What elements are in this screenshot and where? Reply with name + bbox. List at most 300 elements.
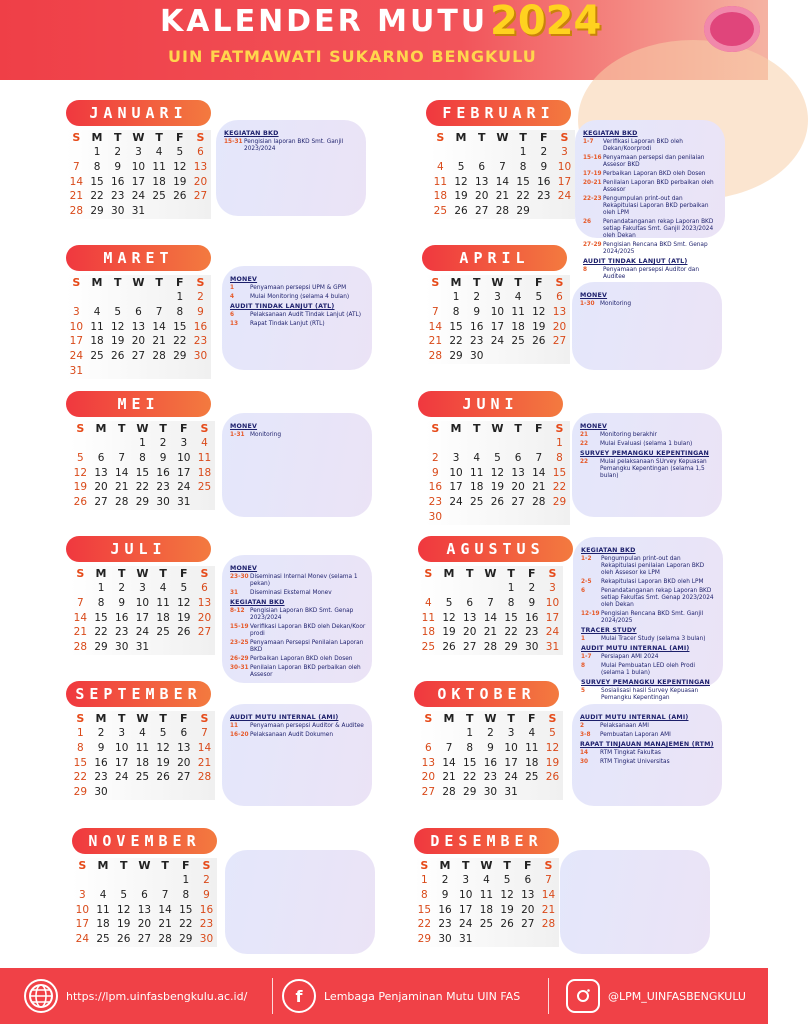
day-cell: 19 — [173, 175, 187, 188]
weekday-label: T — [503, 859, 511, 872]
event-text: Mulai Tracer Study (selama 3 bulan) — [601, 636, 706, 642]
day-cell: 31 — [459, 933, 473, 946]
day-cell: 15 — [179, 903, 193, 916]
event-date: 30-31 — [230, 665, 249, 671]
weekday-label: F — [528, 567, 536, 580]
month-title: MARET — [66, 245, 211, 271]
day-cell: 13 — [94, 466, 108, 479]
day-cell: 5 — [503, 874, 511, 886]
day-cell: 26 — [117, 933, 131, 946]
day-cell: 9 — [473, 305, 481, 318]
day-cell: 12 — [111, 320, 125, 333]
day-cell: 3 — [452, 451, 460, 464]
day-cell: 14 — [495, 175, 510, 188]
weekday-label: F — [528, 712, 536, 725]
weekday-label: F — [180, 567, 188, 580]
section-heading: KEGIATAN BKD — [224, 130, 279, 137]
day-cell: 1 — [93, 146, 101, 158]
day-cell: 8 — [556, 451, 563, 464]
day-cell: 23 — [537, 190, 551, 203]
week-row — [66, 175, 211, 190]
weekday-label: F — [180, 712, 188, 725]
day-cell: 7 — [73, 160, 80, 173]
day-cell — [153, 640, 174, 655]
month-title: JANUARI — [66, 100, 211, 126]
event-date: 15-31 — [224, 139, 243, 145]
weekday-label: T — [477, 131, 486, 144]
day-cell: 15 — [516, 175, 530, 188]
day-cell: 29 — [90, 205, 104, 218]
day-cell — [497, 932, 518, 947]
day-cell: 21 — [158, 918, 172, 931]
weekday-label: S — [544, 859, 553, 872]
event-item — [230, 321, 366, 328]
day-cell — [480, 581, 501, 596]
weekday-label: F — [180, 422, 188, 435]
day-cell — [93, 873, 114, 888]
weekday-label: S — [431, 276, 440, 289]
day-cell: 2 — [97, 727, 105, 739]
week-row — [70, 596, 215, 611]
event-panel — [572, 413, 722, 517]
day-cell: 10 — [459, 888, 473, 901]
day-cell: 6 — [425, 741, 432, 754]
week-row — [72, 888, 217, 903]
day-cell: 5 — [77, 451, 84, 464]
day-cell: 22 — [449, 335, 463, 348]
day-cell: 2 — [203, 874, 210, 886]
day-cell: 22 — [135, 481, 150, 494]
day-cell — [66, 145, 87, 160]
weekday-label: T — [161, 859, 169, 872]
day-cell: 18 — [525, 756, 539, 769]
event-text: Pembuatan Laporan AMI — [600, 732, 671, 738]
day-cell: 7 — [201, 727, 208, 739]
day-cell: 29 — [552, 496, 567, 509]
day-cell: 4 — [201, 437, 208, 449]
day-cell: 5 — [494, 451, 501, 464]
day-cell: 2 — [159, 437, 167, 449]
weekday-label: M — [439, 859, 451, 872]
event-panel — [225, 850, 375, 954]
day-cell: 21 — [428, 335, 443, 348]
day-cell: 27 — [552, 335, 567, 348]
day-cell: 18 — [421, 626, 436, 639]
event-date: 22 — [580, 459, 589, 465]
day-cell: 27 — [463, 641, 477, 654]
day-cell — [538, 932, 559, 947]
instagram-handle[interactable]: @LPM_UINFASBENGKULU — [608, 989, 746, 1003]
weekday-label: T — [507, 567, 515, 580]
instagram-icon — [566, 979, 600, 1013]
day-cell: 18 — [197, 466, 212, 479]
day-cell: 11 — [197, 451, 212, 464]
calendar-grid — [70, 566, 215, 655]
event-item — [230, 294, 366, 301]
day-cell: 6 — [201, 582, 208, 594]
day-cell: 18 — [156, 611, 170, 624]
day-cell: 8 — [176, 305, 184, 318]
week-row — [70, 625, 215, 640]
day-cell: 13 — [475, 175, 489, 188]
event-item — [580, 759, 716, 766]
event-date: 1-7 — [581, 654, 592, 660]
day-cell: 20 — [552, 320, 567, 333]
event-date: 1 — [581, 636, 586, 642]
day-cell: 11 — [90, 320, 104, 333]
week-row — [70, 480, 215, 495]
weekday-label: W — [484, 712, 497, 725]
day-cell — [451, 145, 472, 160]
weekday-label: S — [200, 712, 209, 725]
day-cell: 6 — [197, 146, 204, 158]
event-text: RTM Tingkat Fakultas — [600, 750, 661, 756]
event-text: Pengisian Laporan BKD Smt. Genap 2023/2024 — [250, 608, 354, 621]
event-date: 1-30 — [580, 301, 595, 307]
event-text: Penyamaan Persepsi Penilaian Laporan BKD — [250, 640, 364, 653]
day-cell: 4 — [139, 727, 146, 739]
event-item — [580, 723, 716, 730]
weekday-label: S — [196, 131, 205, 144]
day-cell: 4 — [514, 291, 522, 303]
month-title: FEBRUARI — [426, 100, 571, 126]
day-cell: 8 — [77, 741, 84, 754]
day-cell — [194, 495, 215, 510]
weekday-label: S — [548, 567, 557, 580]
day-cell: 29 — [449, 350, 463, 363]
day-cell: 27 — [137, 933, 152, 946]
day-cell: 13 — [521, 888, 535, 901]
event-text: Penyamaan persepsi Auditor & Auditee — [250, 723, 364, 729]
day-cell: 1 — [182, 874, 190, 886]
weekday-label: T — [113, 276, 122, 289]
day-cell: 28 — [483, 641, 498, 654]
week-row — [70, 581, 215, 596]
website-link[interactable]: https://lpm.uinfasbengkulu.ac.id/ — [66, 989, 248, 1003]
event-text: Penilaian Laporan BKD perbaikan oleh Assesor — [250, 665, 361, 678]
day-cell: 1 — [556, 437, 563, 449]
weekday-label: M — [450, 422, 462, 435]
day-cell: 31 — [504, 786, 518, 799]
day-cell: 11 — [433, 175, 448, 188]
day-cell: 15 — [417, 903, 432, 916]
day-cell: 12 — [173, 160, 187, 173]
day-cell — [70, 581, 91, 596]
weekday-label: S — [76, 422, 85, 435]
weekday-label: S — [555, 276, 564, 289]
day-cell: 10 — [177, 451, 191, 464]
day-cell: 3 — [73, 305, 80, 318]
day-cell: 10 — [135, 596, 150, 609]
day-cell: 7 — [487, 596, 494, 609]
day-cell — [132, 785, 153, 800]
day-cell: 9 — [441, 888, 449, 901]
day-cell: 10 — [115, 741, 129, 754]
week-row — [66, 204, 211, 219]
day-cell: 6 — [478, 160, 486, 173]
day-cell: 22 — [94, 626, 108, 639]
day-cell: 15 — [449, 320, 463, 333]
day-cell: 27 — [511, 496, 525, 509]
calendar-grid — [418, 711, 563, 800]
day-cell: 4 — [473, 451, 481, 464]
day-cell: 31 — [69, 364, 84, 377]
event-text: Penyamaan persepsi dan penilaian Assesor BKD — [603, 155, 705, 168]
day-cell: 23 — [115, 626, 129, 639]
event-date: 27-29 — [583, 242, 602, 248]
day-cell: 11 — [96, 903, 110, 916]
week-row — [66, 145, 211, 160]
day-cell: 30 — [199, 933, 214, 946]
day-cell: 10 — [69, 320, 84, 333]
day-cell: 25 — [96, 933, 110, 946]
event-panel — [573, 537, 723, 701]
day-cell: 15 — [463, 756, 477, 769]
day-cell — [425, 436, 446, 451]
day-cell: 24 — [545, 626, 560, 639]
weekday-label: T — [507, 712, 515, 725]
month-title: NOVEMBER — [72, 828, 217, 854]
day-cell: 19 — [454, 190, 468, 203]
day-cell: 16 — [525, 611, 539, 624]
footer-instagram[interactable] — [566, 968, 746, 1024]
day-cell: 20 — [177, 756, 191, 769]
event-date: 22-23 — [583, 196, 602, 202]
weekday-label: S — [200, 567, 209, 580]
day-cell: 7 — [535, 451, 543, 464]
day-cell — [169, 204, 190, 219]
day-cell: 16 — [438, 903, 452, 916]
section-heading: RAPAT TINJAUAN MANAJEMEN (RTM) — [580, 741, 714, 748]
day-cell: 24 — [504, 771, 518, 784]
event-panel — [222, 555, 372, 683]
day-cell — [430, 145, 451, 160]
day-cell: 27 — [193, 190, 208, 203]
day-cell — [149, 204, 170, 219]
day-cell: 6 — [97, 451, 105, 464]
day-cell: 21 — [152, 335, 166, 348]
day-cell: 8 — [182, 888, 190, 901]
facebook-link[interactable]: Lembaga Penjaminan Mutu UIN FAS — [324, 989, 521, 1003]
footer-website[interactable] — [24, 968, 247, 1024]
event-text: Mulai Pembuatan LED oleh Prodi (selama 1 bulan) — [601, 663, 695, 676]
day-cell: 17 — [135, 611, 150, 624]
weekday-label: T — [159, 712, 167, 725]
day-cell — [459, 581, 480, 596]
month-title: DESEMBER — [414, 828, 559, 854]
day-cell: 2 — [540, 146, 548, 158]
day-cell: 19 — [156, 756, 170, 769]
event-item — [230, 608, 366, 622]
week-row — [66, 334, 211, 349]
week-row — [418, 726, 563, 741]
event-item — [583, 139, 719, 153]
day-cell: 13 — [137, 903, 152, 916]
day-cell: 23 — [94, 771, 108, 784]
day-cell: 11 — [525, 741, 539, 754]
day-cell: 12 — [117, 903, 131, 916]
week-row — [70, 466, 215, 481]
day-cell: 17 — [69, 335, 84, 348]
day-cell: 20 — [463, 626, 477, 639]
weekday-label: F — [176, 131, 184, 144]
event-panel — [560, 850, 710, 954]
day-cell: 21 — [483, 626, 498, 639]
week-row — [425, 480, 570, 495]
day-cell: 30 — [94, 786, 108, 799]
section-heading: SURVEY PEMANGKU KEPENTINGAN — [580, 450, 709, 457]
day-cell: 7 — [155, 305, 163, 318]
week-row — [418, 611, 563, 626]
day-cell: 16 — [428, 481, 443, 494]
calendar-grid — [425, 275, 570, 364]
weekday-label: S — [424, 567, 433, 580]
day-cell: 31 — [135, 641, 150, 654]
month-title: JUNI — [418, 391, 563, 417]
day-cell — [113, 873, 134, 888]
day-cell: 16 — [470, 320, 484, 333]
day-cell: 29 — [73, 786, 88, 799]
weekday-label: S — [424, 712, 433, 725]
institution-subtitle: UIN FATMAWATI SUKARNO BENGKULU — [168, 47, 537, 66]
day-cell — [155, 873, 176, 888]
event-item — [580, 441, 716, 448]
event-text: Pelaksanaan Audit Tindak Lanjut (ATL) — [250, 312, 362, 318]
weekday-label: T — [465, 567, 474, 580]
week-row — [414, 917, 559, 932]
section-heading: MONEV — [230, 565, 258, 572]
day-cell: 6 — [180, 727, 188, 739]
week-row — [414, 873, 559, 888]
event-date: 20-21 — [583, 180, 602, 186]
event-date: 8 — [583, 267, 588, 273]
day-cell: 23 — [111, 190, 125, 203]
day-cell: 3 — [462, 874, 470, 886]
day-cell: 23 — [193, 335, 208, 348]
facebook-icon: f — [282, 979, 316, 1013]
day-cell: 20 — [521, 903, 535, 916]
week-row — [66, 290, 211, 305]
day-cell: 22 — [552, 481, 567, 494]
day-cell — [418, 581, 439, 596]
day-cell: 29 — [173, 350, 187, 363]
event-text: Mulai Evaluasi (selama 1 bulan) — [600, 441, 693, 447]
day-cell: 11 — [152, 160, 166, 173]
footer-facebook[interactable] — [282, 968, 520, 1024]
event-date: 3-8 — [580, 732, 591, 738]
day-cell: 26 — [156, 771, 170, 784]
weekday-label: T — [159, 567, 167, 580]
event-date: 17-19 — [583, 171, 602, 177]
weekday-header — [414, 858, 559, 873]
day-cell: 16 — [193, 320, 208, 333]
day-cell: 14 — [115, 466, 129, 479]
weekday-header — [418, 711, 563, 726]
day-cell: 7 — [118, 451, 126, 464]
day-cell: 10 — [131, 160, 146, 173]
day-cell: 6 — [135, 305, 142, 318]
flower-icon — [704, 6, 760, 52]
day-cell: 27 — [177, 771, 191, 784]
day-cell: 17 — [490, 320, 505, 333]
day-cell: 1 — [97, 582, 105, 594]
day-cell: 16 — [483, 756, 498, 769]
day-cell: 16 — [537, 175, 551, 188]
day-cell: 20 — [193, 175, 208, 188]
day-cell — [446, 436, 467, 451]
day-cell: 22 — [90, 190, 104, 203]
day-cell — [542, 785, 563, 800]
day-cell: 28 — [541, 918, 556, 931]
calendar-grid — [418, 566, 563, 655]
event-item — [583, 242, 719, 256]
day-cell — [508, 510, 529, 525]
day-cell: 26 — [173, 190, 187, 203]
day-cell — [471, 145, 492, 160]
day-cell: 12 — [156, 741, 170, 754]
weekday-label: W — [138, 859, 151, 872]
weekday-label: W — [491, 276, 504, 289]
section-heading: SURVEY PEMANGKU KEPENTINGAN — [581, 679, 710, 686]
day-cell: 27 — [475, 205, 489, 218]
weekday-label: W — [132, 276, 145, 289]
weekday-label: T — [119, 859, 128, 872]
weekday-label: S — [196, 276, 205, 289]
event-item — [230, 624, 366, 638]
day-cell — [508, 436, 529, 451]
day-cell: 28 — [158, 933, 172, 946]
section-heading: MONEV — [580, 292, 608, 299]
week-row — [70, 451, 215, 466]
day-cell: 1 — [452, 291, 460, 303]
day-cell: 22 — [173, 335, 187, 348]
day-cell: 10 — [449, 466, 463, 479]
day-cell: 8 — [519, 160, 527, 173]
day-cell — [194, 640, 215, 655]
event-text: Pengumpulan print-out dan Rekapitulasi Laporan BKD perbaikan oleh LPM — [603, 196, 709, 216]
week-row — [425, 290, 570, 305]
week-row — [425, 466, 570, 481]
footer-divider — [272, 978, 273, 1014]
day-cell — [128, 364, 149, 379]
event-text: Pelaksanaan Audit Dokumen — [250, 732, 334, 738]
day-cell: 4 — [159, 582, 167, 594]
day-cell: 9 — [540, 160, 548, 173]
day-cell: 28 — [69, 205, 84, 218]
day-cell — [466, 510, 487, 525]
day-cell — [517, 932, 538, 947]
weekday-label: T — [117, 422, 126, 435]
day-cell: 25 — [197, 481, 212, 494]
event-item — [230, 285, 366, 292]
event-date: 22 — [580, 441, 589, 447]
week-row — [70, 770, 215, 785]
weekday-label: W — [136, 567, 149, 580]
day-cell: 8 — [139, 451, 146, 464]
day-cell: 24 — [449, 496, 463, 509]
day-cell — [111, 785, 132, 800]
event-item — [583, 219, 719, 240]
day-cell: 18 — [433, 190, 448, 203]
month-title: MEI — [66, 391, 211, 417]
day-cell — [173, 640, 194, 655]
calendar-grid — [72, 858, 217, 947]
event-date: 14 — [580, 750, 589, 756]
weekday-label: W — [496, 131, 509, 144]
weekday-label: S — [202, 859, 211, 872]
event-date: 11 — [230, 723, 239, 729]
day-cell: 12 — [454, 175, 468, 188]
